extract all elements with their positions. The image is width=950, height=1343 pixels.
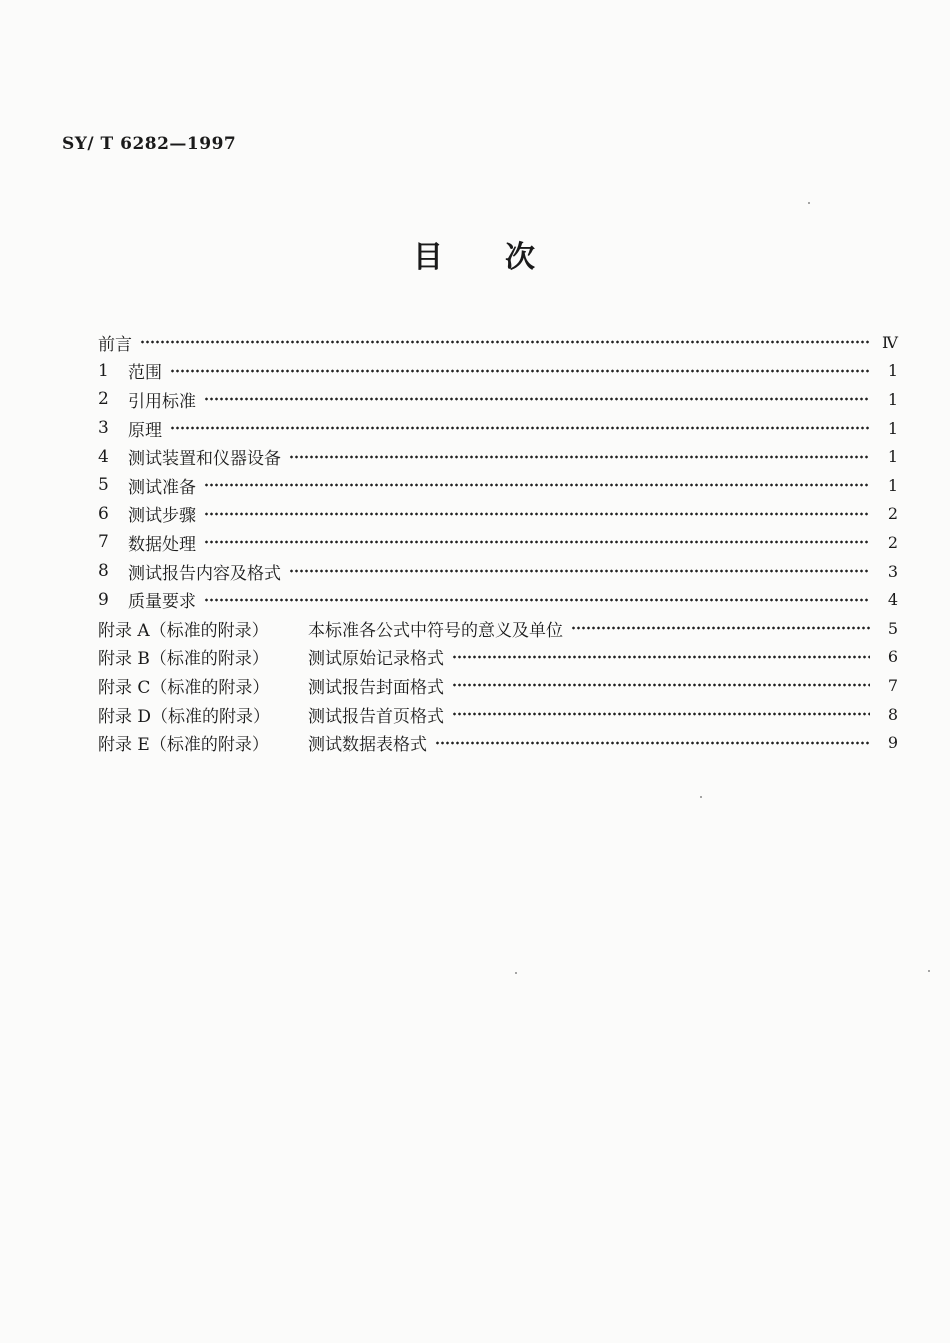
toc-entry[interactable]: [98, 557, 898, 586]
toc-page: 2: [887, 504, 898, 524]
leader-dots: [204, 394, 870, 404]
scan-speck: [928, 970, 930, 972]
toc-label: 测试报告内容及格式: [128, 563, 281, 584]
toc-page: 6: [887, 647, 898, 667]
toc-entry-appendix-c[interactable]: [98, 671, 898, 700]
toc-number: 2: [98, 389, 109, 410]
toc-page: 1: [887, 418, 898, 438]
appendix-prefix: 附录 A（标准的附录）: [98, 620, 269, 641]
appendix-prefix: 附录 D（标准的附录）: [98, 706, 271, 727]
toc-entry[interactable]: [98, 471, 898, 500]
toc-number: 6: [98, 503, 109, 524]
toc-entry-appendix-e[interactable]: [98, 728, 898, 757]
leader-dots: [289, 566, 870, 576]
toc-entry[interactable]: [98, 385, 898, 414]
toc-entry-appendix-d[interactable]: [98, 700, 898, 729]
leader-dots: [140, 337, 870, 347]
leader-dots: [204, 595, 870, 605]
leader-dots: [571, 623, 870, 633]
leader-dots: [204, 480, 870, 490]
toc-entry[interactable]: [98, 357, 898, 386]
toc-label: 引用标准: [128, 391, 196, 412]
scan-speck: [700, 796, 702, 798]
toc-page: 3: [887, 561, 898, 581]
toc-page: 4: [887, 590, 898, 610]
toc-page: 1: [887, 447, 898, 467]
standard-code: SY/ T 6282—1997: [62, 134, 237, 154]
toc-entry[interactable]: [98, 528, 898, 557]
toc-page: 1: [887, 475, 898, 495]
leader-dots: [435, 738, 870, 748]
toc-entry-appendix-a[interactable]: [98, 614, 898, 643]
toc-number: 4: [98, 446, 109, 467]
toc-label: 测试数据表格式: [308, 735, 427, 756]
toc-label: 测试准备: [128, 477, 196, 498]
toc-entry-foreword[interactable]: [98, 328, 898, 357]
leader-dots: [452, 709, 870, 719]
toc-entry[interactable]: [98, 442, 898, 471]
toc-label: 本标准各公式中符号的意义及单位: [308, 620, 563, 641]
table-of-contents: [98, 328, 898, 757]
leader-dots: [170, 423, 870, 433]
page-title: [0, 232, 950, 276]
appendix-prefix: 附录 C（标准的附录）: [98, 677, 270, 698]
toc-number: 1: [98, 360, 109, 381]
toc-number: 3: [98, 418, 109, 439]
toc-entry-appendix-b[interactable]: [98, 643, 898, 672]
leader-dots: [289, 452, 870, 462]
leader-dots: [170, 366, 870, 376]
appendix-prefix: 附录 E（标准的附录）: [98, 735, 269, 756]
toc-label: 前言: [98, 334, 132, 355]
toc-page: 8: [887, 704, 898, 724]
toc-label: 数据处理: [128, 534, 196, 555]
toc-number: 5: [98, 475, 109, 496]
leader-dots: [452, 680, 870, 690]
toc-label: 测试装置和仪器设备: [128, 449, 281, 470]
leader-dots: [204, 537, 870, 547]
toc-label: 测试报告封面格式: [308, 677, 444, 698]
toc-entry[interactable]: [98, 585, 898, 614]
toc-label: 测试报告首页格式: [308, 706, 444, 727]
toc-page: Ⅳ: [882, 332, 898, 352]
toc-page: 7: [887, 675, 898, 695]
toc-number: 9: [98, 589, 109, 610]
toc-entry[interactable]: [98, 500, 898, 529]
title-char-2: 次: [505, 240, 537, 275]
toc-label: 原理: [128, 420, 162, 441]
title-char-1: 目: [413, 240, 445, 275]
toc-number: 8: [98, 561, 109, 582]
toc-label: 范围: [128, 363, 162, 384]
toc-page: 9: [887, 733, 898, 753]
scan-speck: [808, 202, 810, 204]
toc-page: 5: [887, 618, 898, 638]
scan-speck: [515, 972, 517, 974]
leader-dots: [204, 509, 870, 519]
toc-label: 测试步骤: [128, 506, 196, 527]
toc-label: 测试原始记录格式: [308, 649, 444, 670]
toc-entry[interactable]: [98, 414, 898, 443]
toc-page: 2: [887, 532, 898, 552]
toc-page: 1: [887, 389, 898, 409]
toc-number: 7: [98, 532, 109, 553]
appendix-prefix: 附录 B（标准的附录）: [98, 649, 269, 670]
leader-dots: [452, 652, 870, 662]
toc-label: 质量要求: [128, 592, 196, 613]
toc-page: 1: [887, 361, 898, 381]
